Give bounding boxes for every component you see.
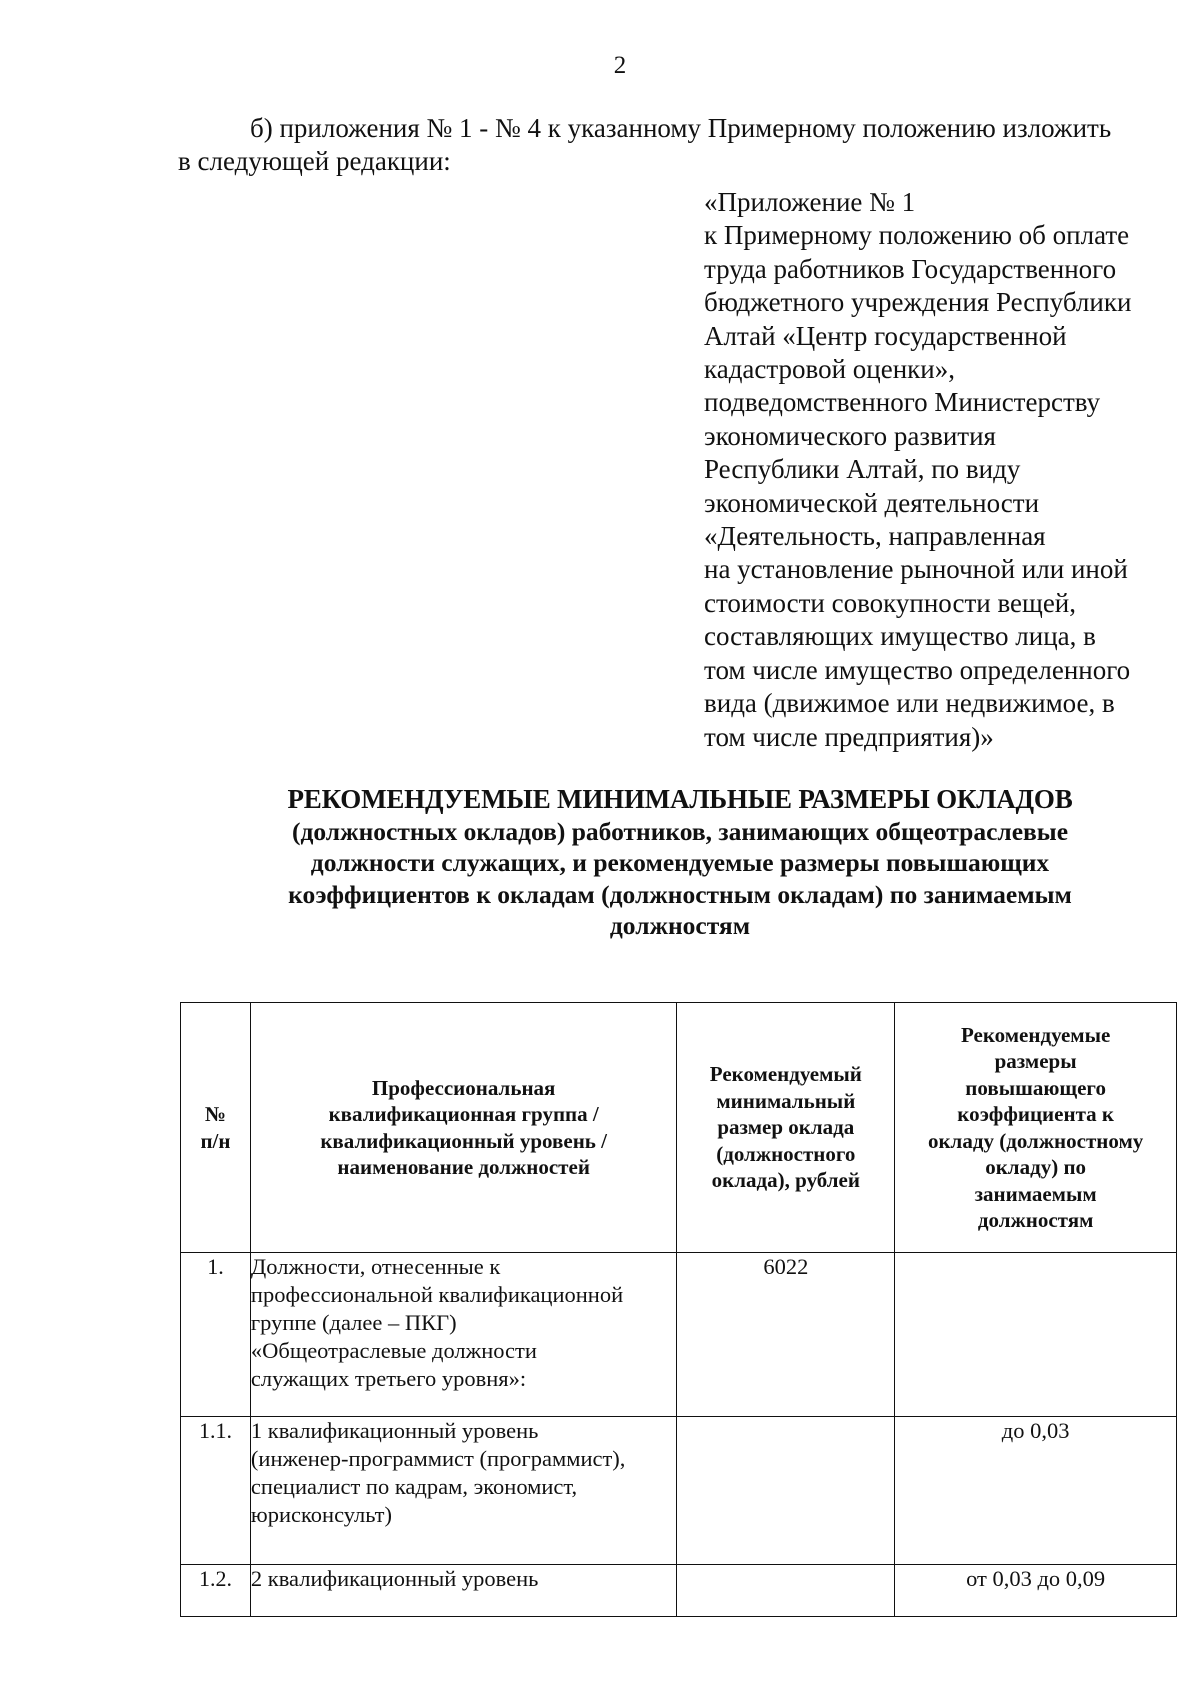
appendix-line: «Приложение № 1 — [704, 187, 916, 217]
row-salary — [677, 1417, 895, 1565]
row-position: Должности, отнесенные к профессиональной квалификационной группе (далее – ПКГ) «Общеотраслевые должности служащих третьего уровня»: — [250, 1253, 676, 1417]
row-coefficient: до 0,03 — [895, 1417, 1177, 1565]
row-coefficient: от 0,03 до 0,09 — [895, 1565, 1177, 1617]
title-line: коэффициентов к окладам (должностным окладам) по занимаемым — [288, 879, 1072, 909]
title-line: должностям — [609, 911, 751, 940]
intro-paragraph — [178, 112, 1178, 178]
row-number: 1.2. — [181, 1565, 251, 1617]
intro-line-1: б) приложения № 1 - № 4 к указанному Примерному положению изложить — [250, 113, 1112, 143]
row-position: 1 квалификационный уровень (инженер-программист (программист), специалист по кадрам, экономист, юрисконсульт) — [250, 1417, 676, 1565]
table-row — [181, 1565, 1177, 1617]
appendix-line: на установление рыночной или иной — [704, 554, 1128, 585]
header-coefficient: Рекомендуемые размеры повышающего коэффициента к окладу (должностному окладу) по занимаемым должностям — [895, 1003, 1177, 1253]
row-coefficient — [895, 1253, 1177, 1417]
row-salary: 6022 — [677, 1253, 895, 1417]
table-header-row — [181, 1003, 1177, 1253]
header-min-salary: Рекомендуемый минимальный размер оклада (должностного оклада), рублей — [677, 1003, 895, 1253]
appendix-line: подведомственного Министерству — [704, 387, 1101, 418]
appendix-caption — [704, 186, 1184, 754]
row-salary — [677, 1565, 895, 1617]
table-row — [181, 1417, 1177, 1565]
document-title — [180, 784, 1180, 942]
salary-table — [180, 1002, 1177, 1617]
appendix-line: кадастровой оценки», — [704, 354, 955, 385]
title-line: (должностных окладов) работников, занимающих общеотраслевые — [291, 816, 1069, 846]
row-number: 1. — [181, 1253, 251, 1417]
header-number: № п/н — [181, 1003, 251, 1253]
row-position: 2 квалификационный уровень — [250, 1565, 676, 1617]
appendix-line: бюджетного учреждения Республики — [704, 287, 1132, 318]
table-row — [181, 1253, 1177, 1417]
appendix-line: составляющих имущество лица, в — [704, 621, 1096, 652]
appendix-line: вида (движимое или недвижимое, в — [704, 688, 1115, 719]
appendix-line: Алтай «Центр государственной — [704, 320, 1067, 351]
appendix-line: экономического развития — [704, 420, 996, 451]
appendix-line: том числе предприятия)» — [704, 721, 994, 752]
appendix-line: к Примерному положению об оплате — [704, 220, 1130, 251]
appendix-line: Республики Алтай, по виду — [704, 454, 1021, 485]
title-line: должности служащих, и рекомендуемые размеры повышающих — [310, 848, 1050, 877]
title-line: РЕКОМЕНДУЕМЫЕ МИНИМАЛЬНЫЕ РАЗМЕРЫ ОКЛАДОВ — [287, 784, 1073, 814]
appendix-line: «Деятельность, направленная — [704, 521, 1046, 552]
page-number: 2 — [613, 52, 627, 79]
appendix-line: экономической деятельности — [704, 487, 1040, 518]
header-position-group: Профессиональная квалификационная группа / квалификационный уровень / наименование должностей — [250, 1003, 676, 1253]
appendix-line: труда работников Государственного — [704, 253, 1117, 284]
appendix-line: том числе имущество определенного — [704, 654, 1131, 685]
intro-line-2: в следующей редакции: — [178, 146, 451, 176]
appendix-line: стоимости совокупности вещей, — [704, 587, 1077, 618]
row-number: 1.1. — [181, 1417, 251, 1565]
